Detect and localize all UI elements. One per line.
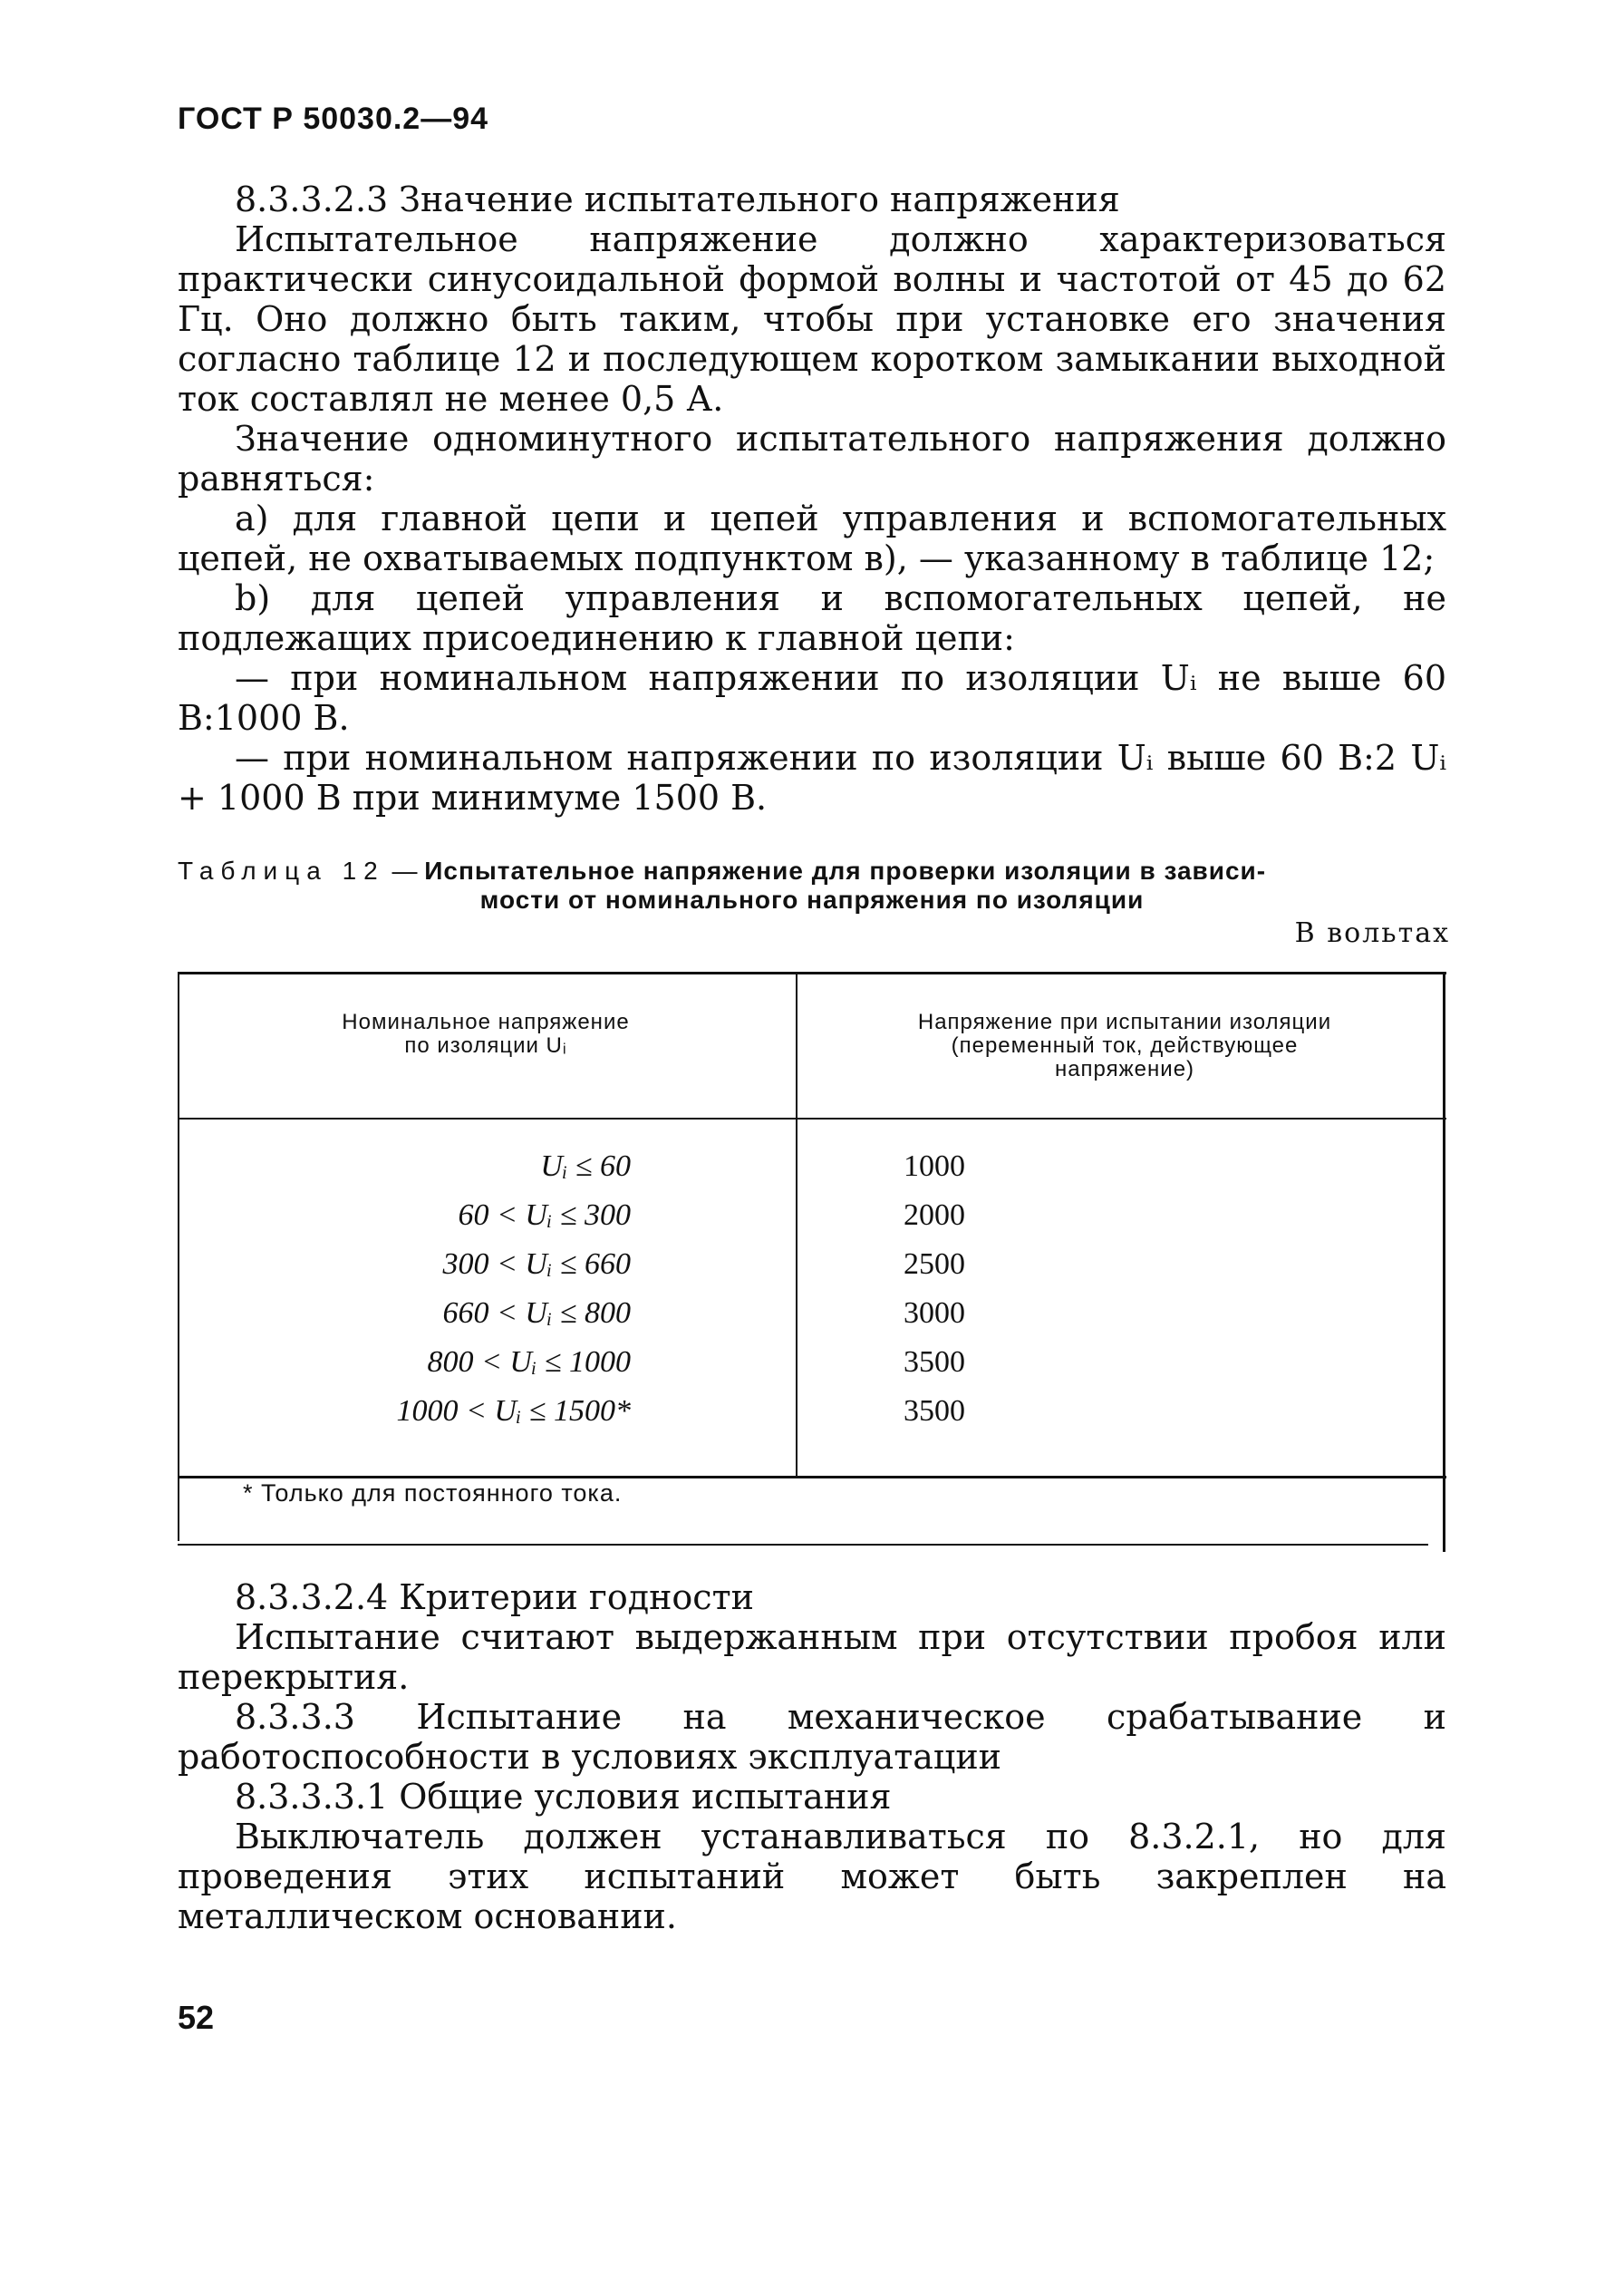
table-cell-test-voltage: 1000 — [904, 1149, 965, 1183]
table-caption-dash: — — [384, 857, 425, 885]
table-cell-test-voltage: 2000 — [904, 1198, 965, 1232]
table-cell-ui-range: 300 < Uᵢ ≤ 660 — [442, 1247, 631, 1281]
column-header-test-voltage: Напряжение при испытании изоляции (переменный ток, действующее напряжение) — [917, 1010, 1332, 1081]
voltage-table — [178, 961, 1446, 1555]
table-right-border — [1443, 972, 1445, 1552]
table-footnote: * Только для постоянного тока. — [243, 1479, 623, 1507]
table-cell-test-voltage: 3000 — [904, 1296, 965, 1330]
dash-item-1: — при номинальном напряжении по изоляции Uᵢ не выше 60 В:1000 В. — [178, 658, 1446, 738]
column-header-nominal-voltage: Номинальное напряжение по изоляции Uᵢ — [342, 1010, 630, 1058]
paragraph-switch-mounting: Выключатель должен устанавливаться по 8.3.2.1, но для проведения этих испытаний может быть закреплен на металлическом основании. — [178, 1817, 1446, 1936]
table-body-rule — [178, 1476, 1446, 1478]
table-caption-text-continued: мости от номинального напряжения по изоляции — [479, 886, 1145, 914]
table-cell-ui-range: 1000 < Uᵢ ≤ 1500* — [396, 1394, 631, 1428]
table-cell-ui-range: 660 < Uᵢ ≤ 800 — [442, 1296, 631, 1330]
table-cell-test-voltage: 3500 — [904, 1345, 965, 1379]
table-cell-ui-range: Uᵢ ≤ 60 — [540, 1149, 631, 1183]
table-top-rule — [178, 972, 1446, 974]
table-caption — [178, 857, 1446, 915]
section-title-8-3-3-2-3: 8.3.3.2.3 Значение испытательного напряжения — [235, 179, 1120, 219]
paragraph-acceptance-criteria: Испытание считают выдержанным при отсутствии пробоя или перекрытия. — [178, 1617, 1446, 1697]
list-item-b: b) для цепей управления и вспомогательных цепей, не подлежащих присоединению к главной цепи: — [178, 578, 1446, 658]
table-cell-test-voltage: 2500 — [904, 1247, 965, 1281]
table-caption-label: Таблица 12 — [178, 857, 385, 885]
list-item-a: а) для главной цепи и цепей управления и вспомогательных цепей, не охватываемых подпунктом в), — указанному в таблице 12; — [178, 499, 1446, 578]
page-number: 52 — [178, 1999, 215, 2036]
table-cell-ui-range: 60 < Uᵢ ≤ 300 — [458, 1198, 631, 1232]
dash-item-2: — при номинальном напряжении по изоляции Uᵢ выше 60 В:2 Uᵢ + 1000 В при минимуме 1500 В. — [178, 738, 1446, 818]
table-cell-test-voltage: 3500 — [904, 1394, 965, 1428]
table-units: В вольтах — [1294, 917, 1450, 949]
section-8-3-3-2-4 — [178, 1577, 1446, 1936]
section-8-3-3-2-3 — [178, 179, 1446, 818]
table-bottom-rule — [178, 1544, 1428, 1546]
table-cell-ui-range: 800 < Uᵢ ≤ 1000 — [427, 1345, 631, 1379]
paragraph-one-minute-voltage: Значение одноминутного испытательного напряжения должно равняться: — [178, 419, 1446, 499]
section-title-8-3-3-3-1: 8.3.3.3.1 Общие условия испытания — [235, 1777, 892, 1817]
section-title-8-3-3-2-4: 8.3.3.2.4 Критерии годности — [235, 1577, 754, 1617]
table-header-rule — [178, 1118, 1446, 1120]
paragraph-test-voltage-waveform: Испытательное напряжение должно характеризоваться практически синусоидальной формой волны и частотой от 45 до 62 Гц. Оно должно быть таким, чтобы при установке его значения согласно таблице 12 и последующем коротком замыкании выходной ток составлял не менее 0,5 А. — [178, 219, 1446, 419]
table-caption-text: Испытательное напряжение для проверки изоляции в зависи- — [424, 857, 1267, 885]
document-id-header: ГОСТ Р 50030.2—94 — [178, 102, 489, 136]
section-title-8-3-3-3: 8.3.3.3 Испытание на механическое срабатывание и работоспособности в условиях эксплуатации — [178, 1697, 1446, 1777]
